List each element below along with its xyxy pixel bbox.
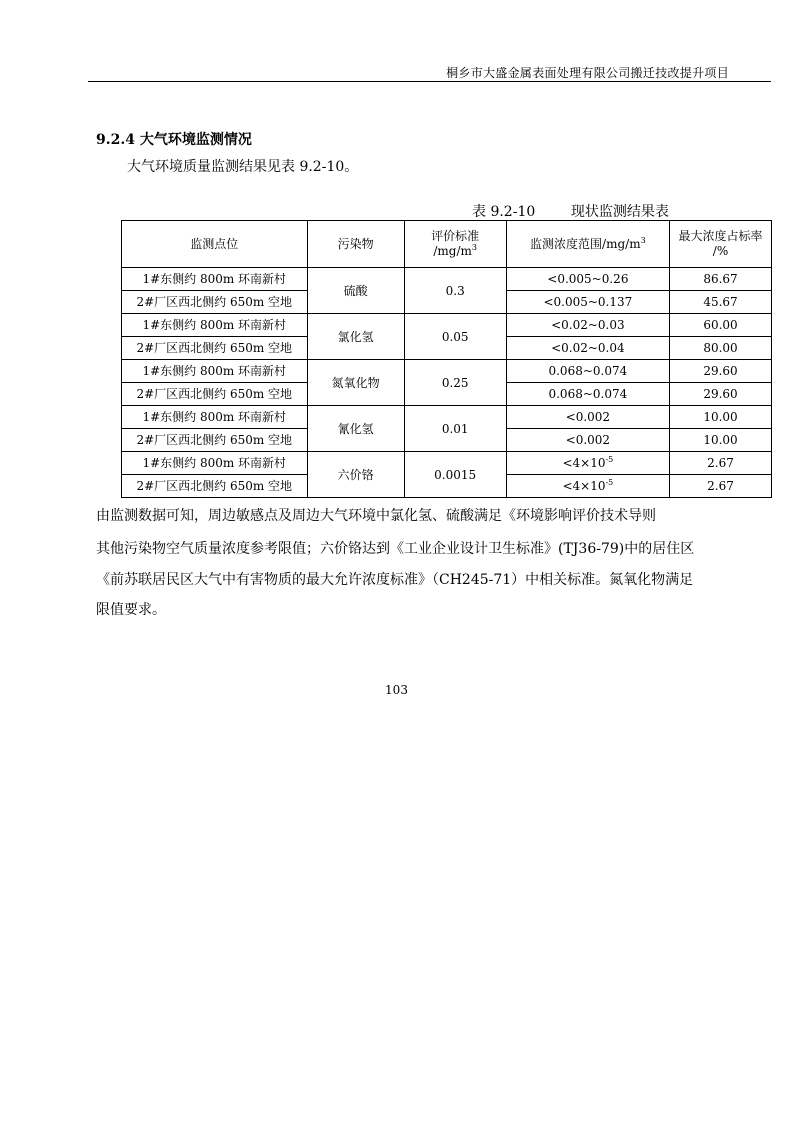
cell-range (506, 429, 669, 452)
cell-range-text: 0.068~0.074 (548, 364, 628, 378)
cell-standard: 0.0015 (404, 452, 506, 498)
cell-range-exponent: -5 (605, 455, 614, 464)
cell-pollutant: 硫酸 (307, 268, 404, 314)
cell-ratio: 29.60 (670, 360, 772, 383)
cell-site: 1#东侧约 800m 环南新村 (122, 314, 308, 337)
cell-ratio: 10.00 (670, 406, 772, 429)
cell-site: 2#厂区西北侧约 650m 空地 (122, 475, 308, 498)
cell-range-text: <0.005~0.26 (547, 272, 629, 286)
header-range-sup: 3 (640, 235, 646, 245)
header-ratio-line1: 最大浓度占标率 (678, 229, 763, 243)
header-pollutant: 污染物 (307, 221, 404, 268)
cell-range-text: <4×10 (562, 479, 606, 493)
table-row (122, 268, 772, 291)
header-ratio (670, 221, 772, 268)
intro-paragraph: 大气环境质量监测结果见表 9.2-10。 (127, 159, 359, 175)
cell-pollutant: 氯化氢 (307, 314, 404, 360)
running-header: 桐乡市大盛金属表面处理有限公司搬迁技改提升项目 (446, 66, 729, 80)
cell-site: 2#厂区西北侧约 650m 空地 (122, 337, 308, 360)
monitoring-results-table (121, 220, 772, 498)
cell-pollutant: 氰化氢 (307, 406, 404, 452)
body-paragraph-line-4: 限值要求。 (96, 602, 166, 618)
cell-ratio: 2.67 (670, 452, 772, 475)
cell-pollutant: 氮氧化物 (307, 360, 404, 406)
cell-site: 1#东侧约 800m 环南新村 (122, 360, 308, 383)
cell-range (506, 406, 669, 429)
cell-site: 1#东侧约 800m 环南新村 (122, 406, 308, 429)
cell-standard: 0.01 (404, 406, 506, 452)
body-paragraph-line-1: 由监测数据可知，周边敏感点及周边大气环境中氯化氢、硫酸满足《环境影响评价技术导则 (96, 508, 656, 524)
cell-site: 2#厂区西北侧约 650m 空地 (122, 291, 308, 314)
cell-standard: 0.3 (404, 268, 506, 314)
cell-site: 2#厂区西北侧约 650m 空地 (122, 383, 308, 406)
cell-ratio: 2.67 (670, 475, 772, 498)
cell-range (506, 452, 669, 475)
cell-site: 2#厂区西北侧约 650m 空地 (122, 429, 308, 452)
table-body (122, 268, 772, 498)
cell-range-text: <0.005~0.137 (543, 295, 633, 309)
cell-range (506, 383, 669, 406)
cell-range (506, 314, 669, 337)
page-number: 103 (385, 683, 408, 697)
header-range-text: 监测浓度范围/mg/m (530, 236, 641, 251)
section-heading: 9.2.4 大气环境监测情况 (96, 132, 252, 148)
cell-ratio: 86.67 (670, 268, 772, 291)
cell-standard: 0.05 (404, 314, 506, 360)
cell-range-text: <0.002 (565, 433, 611, 447)
cell-ratio: 80.00 (670, 337, 772, 360)
cell-range-text: <0.02~0.04 (551, 341, 625, 355)
cell-pollutant: 六价铬 (307, 452, 404, 498)
header-standard-line1: 评价标准 (431, 229, 480, 243)
table-row (122, 360, 772, 383)
body-paragraph-line-2: 其他污染物空气质量浓度参考限值；六价铬达到《工业企业设计卫生标准》(TJ36-79)中的居住区 (96, 541, 695, 557)
header-ratio-line2: /% (712, 244, 729, 258)
table-row (122, 314, 772, 337)
cell-range-exponent: -5 (605, 478, 614, 487)
table-row (122, 406, 772, 429)
header-range (506, 221, 669, 268)
header-standard-line2: /mg/m (433, 244, 472, 258)
header-standard (404, 221, 506, 268)
cell-ratio: 29.60 (670, 383, 772, 406)
table-row (122, 452, 772, 475)
cell-site: 1#东侧约 800m 环南新村 (122, 452, 308, 475)
header-site: 监测点位 (122, 221, 308, 268)
cell-site: 1#东侧约 800m 环南新村 (122, 268, 308, 291)
body-paragraph-line-3: 《前苏联居民区大气中有害物质的最大允许浓度标准》（CH245-71）中相关标准。氮氧化物满足 (96, 572, 694, 588)
cell-ratio: 10.00 (670, 429, 772, 452)
header-standard-sup: 3 (471, 243, 477, 252)
cell-range (506, 268, 669, 291)
cell-range (506, 291, 669, 314)
table-header-row (122, 221, 772, 268)
cell-standard: 0.25 (404, 360, 506, 406)
cell-range-text: <0.002 (565, 410, 611, 424)
cell-range-text: <4×10 (562, 456, 606, 470)
table-caption: 表 9.2-10 现状监测结果表 (472, 204, 669, 220)
cell-range (506, 360, 669, 383)
cell-ratio: 60.00 (670, 314, 772, 337)
cell-ratio: 45.67 (670, 291, 772, 314)
cell-range (506, 337, 669, 360)
cell-range-text: <0.02~0.03 (551, 318, 625, 332)
cell-range-text: 0.068~0.074 (548, 387, 628, 401)
cell-range (506, 475, 669, 498)
